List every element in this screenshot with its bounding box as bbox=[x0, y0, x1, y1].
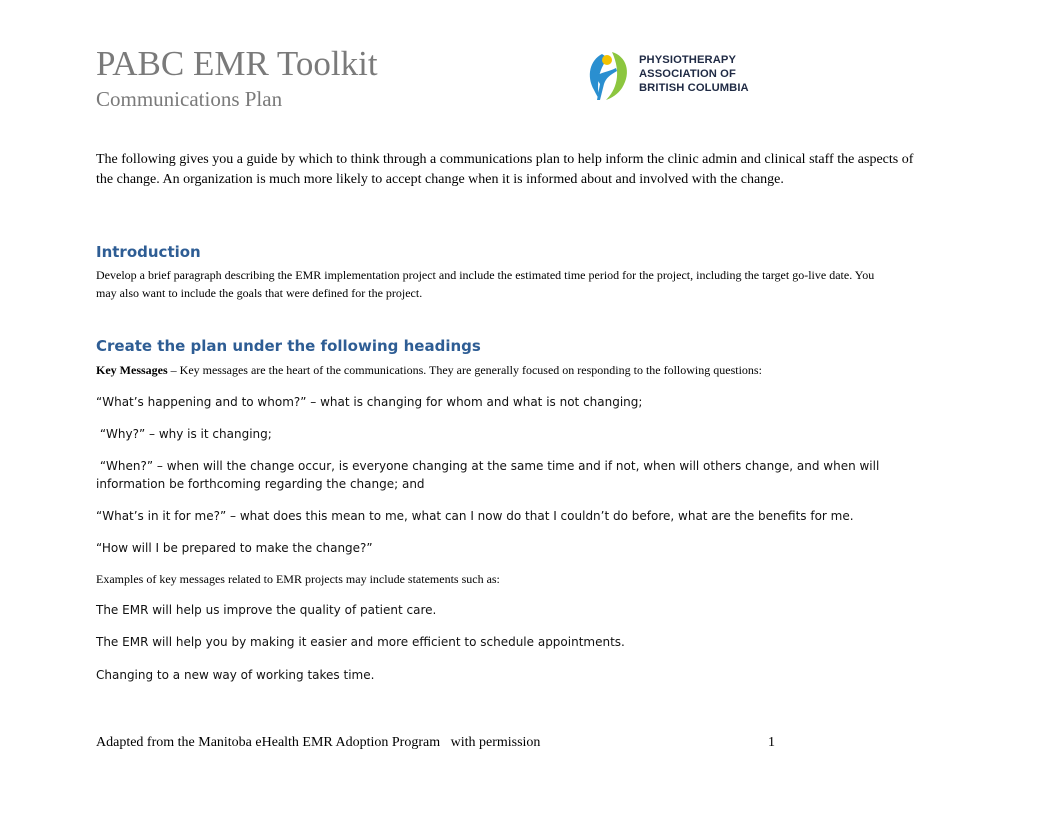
introduction-body: Develop a brief paragraph describing the EMR implementation project and include the estimated time period for the project, including the target go-live date. You may also want to include the goals that were defined for the project. bbox=[96, 268, 875, 300]
question-item: “When?” – when will the change occur, is everyone changing at the same time and if not, when will others change, and when will information be forthcoming regarding the change; and bbox=[96, 459, 884, 491]
footer-text: Adapted from the Manitoba eHealth EMR Adoption Program with permission bbox=[96, 735, 541, 750]
examples-intro: Examples of key messages related to EMR projects may include statements such as: bbox=[96, 572, 500, 586]
logo-line: PHYSIOTHERAPY bbox=[639, 54, 737, 66]
question-item: “What’s happening and to whom?” – what is changing for whom and what is not changing; bbox=[96, 395, 643, 409]
question-item: “Why?” – why is it changing; bbox=[96, 427, 272, 441]
question-item: “How will I be prepared to make the change?” bbox=[96, 541, 373, 555]
page-number: 1 bbox=[768, 735, 775, 750]
example-message: Changing to a new way of working takes time. bbox=[96, 668, 375, 682]
logo-yellow-dot bbox=[602, 55, 612, 65]
logo-text bbox=[639, 53, 749, 95]
key-messages-text: – Key messages are the heart of the communications. They are generally focused on responding to the following questions: bbox=[167, 363, 762, 377]
logo-line: BRITISH COLUMBIA bbox=[639, 82, 749, 94]
question-item: “What’s in it for me?” – what does this mean to me, what can I now do that I couldn’t do before, what are the benefits for me. bbox=[96, 509, 854, 523]
key-messages-line bbox=[96, 361, 916, 379]
example-message: The EMR will help you by making it easier and more efficient to schedule appointments. bbox=[96, 635, 625, 649]
document-subtitle: Communications Plan bbox=[96, 87, 283, 111]
introduction-heading: Introduction bbox=[96, 243, 201, 261]
logo-line: ASSOCIATION OF bbox=[639, 68, 736, 80]
plan-heading: Create the plan under the following headings bbox=[96, 337, 481, 355]
intro-paragraph: The following gives you a guide by which to think through a communications plan to help inform the clinic admin and clinical staff the aspects of the change. An organization is much more likely to accept change when it is informed about and involved with the change. bbox=[96, 152, 914, 187]
document-title: PABC EMR Toolkit bbox=[96, 44, 378, 83]
example-message: The EMR will help us improve the quality of patient care. bbox=[96, 603, 437, 617]
key-messages-label: Key Messages bbox=[96, 363, 168, 377]
